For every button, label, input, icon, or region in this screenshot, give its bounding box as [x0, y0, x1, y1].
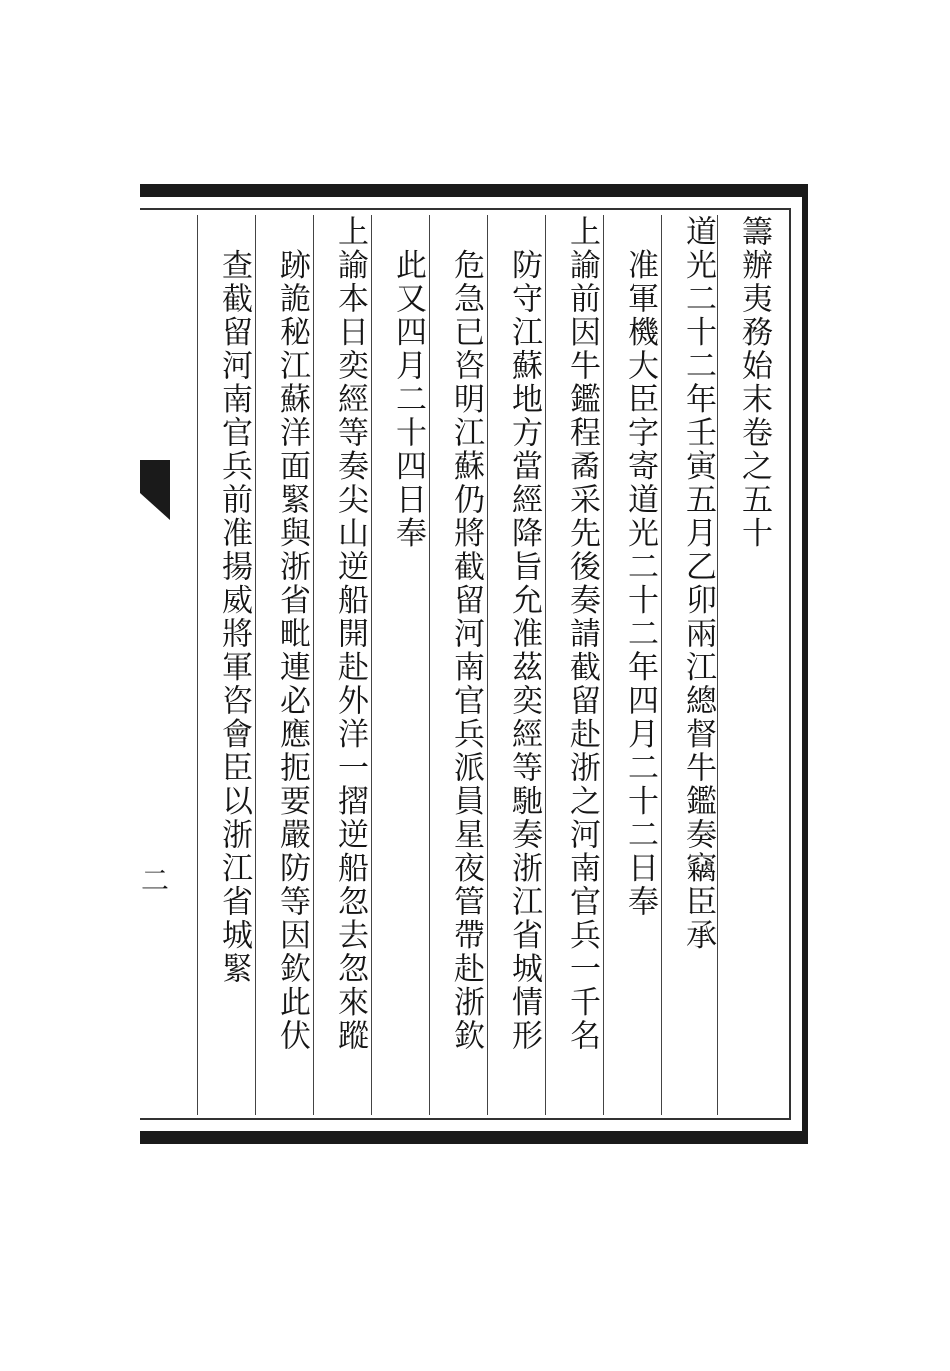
text-column-9: 查截留河南官兵前准揚威將軍咨會臣以浙江省城緊 [216, 215, 252, 986]
text-column-7: 上諭本日奕經等奏尖山逆船開赴外洋一摺逆船忽去忽來蹤 [332, 215, 368, 1053]
page-number: 二 [140, 864, 169, 897]
column-rule [197, 215, 198, 1115]
text-column-1: 道光二十二年壬寅五月乙卯兩江總督牛鑑奏竊臣承 [680, 215, 716, 952]
text-column-title: 籌辦夷務始末卷之五十 [736, 215, 772, 550]
text-column-5: 危急已咨明江蘇仍將截留河南官兵派員星夜管帶赴浙欽 [448, 215, 484, 1053]
text-column-3: 上諭前因牛鑑程矞采先後奏請截留赴浙之河南官兵一千名 [564, 215, 600, 1053]
text-column-6: 此又四月二十四日奉 [390, 215, 426, 550]
text-column-8: 跡詭秘江蘇洋面緊與浙省毗連必應扼要嚴防等因欽此伏 [274, 215, 310, 1053]
text-column-2: 准軍機大臣字寄道光二十二年四月二十二日奉 [622, 215, 658, 919]
page-border-frame [140, 184, 808, 1144]
text-column-4: 防守江蘇地方當經降旨允准茲奕經等馳奏浙江省城情形 [506, 215, 542, 1053]
